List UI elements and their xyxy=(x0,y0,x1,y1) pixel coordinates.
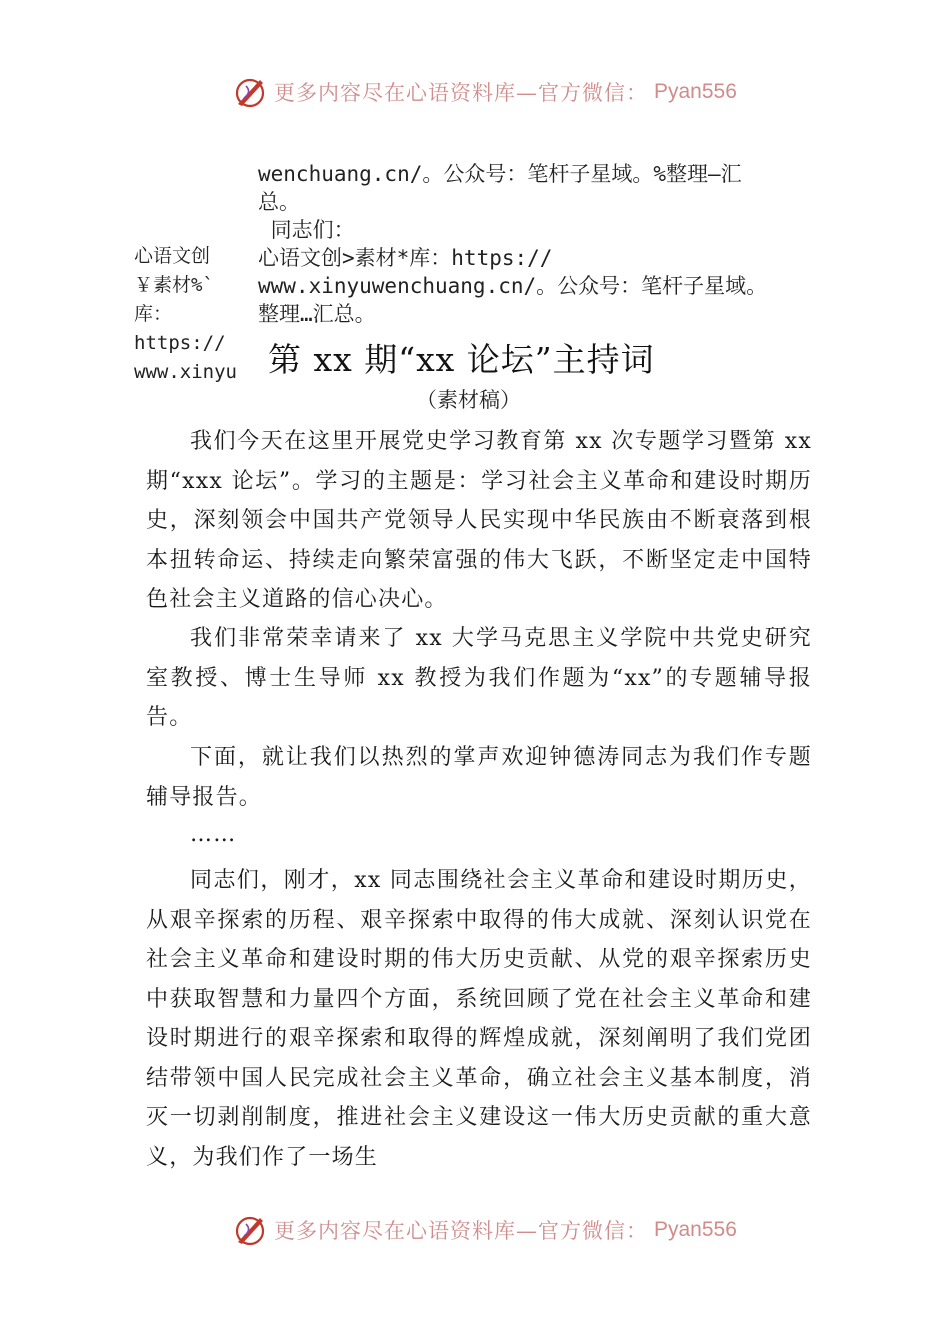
body-paragraph: 下面，就让我们以热烈的掌声欢迎钟德涛同志为我们作专题辅导报告。 xyxy=(146,745,812,810)
body-paragraph: 同志们，刚才，xx 同志围绕社会主义革命和建设时期历史，从艰辛探索的历程、艰辛探索中取得的伟大成就、深刻认识党在社会主义革命和建设时期的伟大历史贡献、从党的艰辛探索历史中获取智慧和力量四个方面，系统回顾了党在社会主义革命和建设时期进行的艰辛探索和取得的辉煌成就，深刻阐明了我们党团结带领中国人民完成社会主义革命，确立社会主义基本制度，消灭一切剥削制度，推进社会主义建设这一伟大历史贡献的重大意义，为我们作了一场生 xyxy=(146,868,812,1170)
watermark-main-line: wenchuang.cn/。公众号：笔杆子星域。%整理—汇 xyxy=(258,162,742,186)
watermark-main-line: 总。 xyxy=(258,190,300,214)
banner-text: 更多内容尽在心语资料库—官方微信： xyxy=(274,1219,648,1243)
watermark-main-line: 同志们： xyxy=(258,218,355,242)
ellipsis-paragraph: …… xyxy=(190,822,237,847)
banner-account: Pyan556 xyxy=(654,1218,737,1241)
brush-pen-logo-icon xyxy=(232,74,268,110)
watermark-main-line: www.xinyuwenchuang.cn/。公众号：笔杆子星域。 xyxy=(258,274,768,298)
watermark-main xyxy=(258,160,828,328)
document-title: 第 xx 期“xx 论坛”主持词 xyxy=(268,340,655,379)
document-subtitle: （素材稿） xyxy=(416,388,521,412)
watermark-side-line: 库： xyxy=(134,303,173,325)
body-paragraph: 我们今天在这里开展党史学习教育第 xx 次专题学习暨第 xx 期“xxx 论坛”。学习的主题是：学习社会主义革命和建设时期历史，深刻领会中国共产党领导人民实现中华民族由不断衰落到根本扭转命运、持续走向繁荣富强的伟大飞跃，不断坚定走中国特色社会主义道路的信心决心。 xyxy=(146,429,812,612)
header-banner xyxy=(232,72,737,112)
banner-account: Pyan556 xyxy=(654,80,737,103)
watermark-main-line: 心语文创>素材*库：https:// xyxy=(258,246,553,270)
banner-text: 更多内容尽在心语资料库—官方微信： xyxy=(274,81,648,105)
watermark-side-line: 心语文创 xyxy=(134,245,211,267)
footer-banner xyxy=(232,1210,737,1250)
watermark-side xyxy=(134,242,252,387)
body-paragraph: 我们非常荣幸请来了 xx 大学马克思主义学院中共党史研究室教授、博士生导师 xx 教授为我们作题为“xx”的专题辅导报告。 xyxy=(146,626,812,730)
watermark-side-line: https:// xyxy=(134,332,226,354)
brush-pen-logo-icon xyxy=(232,1212,268,1248)
watermark-side-line: www.xinyu xyxy=(134,361,237,383)
watermark-main-line: 整理…汇总。 xyxy=(258,302,376,326)
watermark-side-line: ￥素材%` xyxy=(134,274,214,296)
